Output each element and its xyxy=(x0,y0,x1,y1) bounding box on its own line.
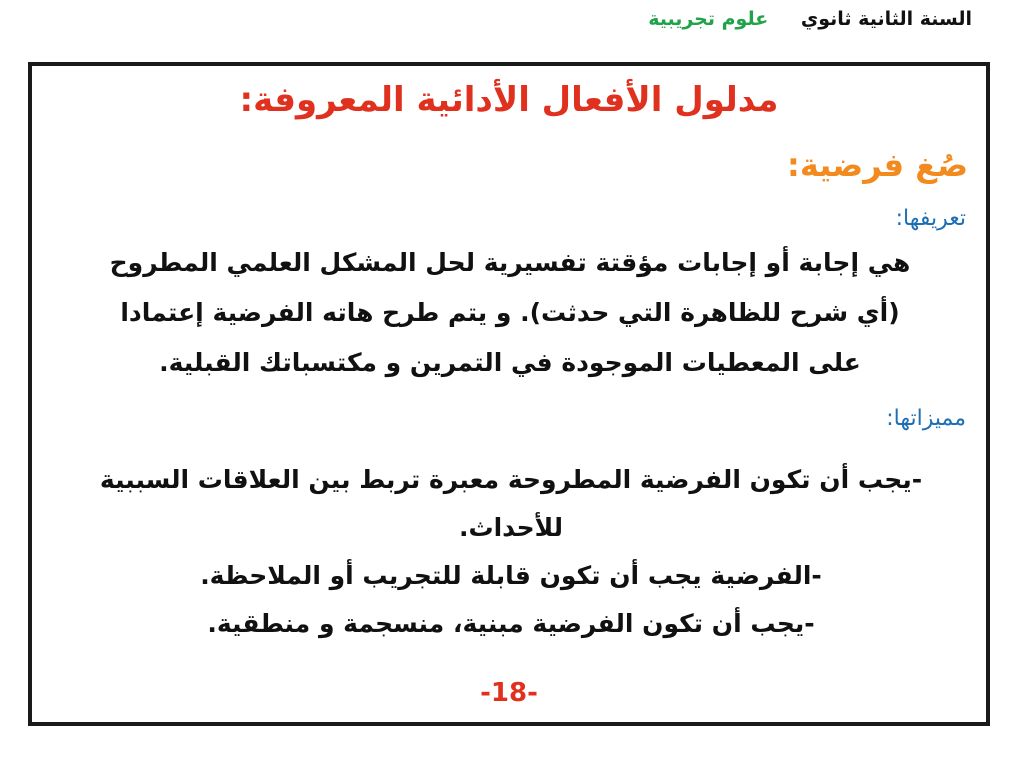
verb-heading: صُغ فرضية: xyxy=(787,146,968,184)
page-number: -18- xyxy=(480,678,538,708)
definition-label: تعريفها: xyxy=(895,206,966,231)
page-title: مدلول الأفعال الأدائية المعروفة: xyxy=(239,80,779,120)
feature-item: -يجب أن تكون الفرضية مبنية، منسجمة و منطقية. xyxy=(207,609,815,638)
feature-item: -يجب أن تكون الفرضية المطروحة معبرة تربط بين العلاقات السببية xyxy=(99,465,923,494)
features-label: مميزاتها: xyxy=(886,406,966,431)
definition-paragraph xyxy=(70,238,950,388)
definition-line: هي إجابة أو إجابات مؤقتة تفسيرية لحل المشكل العلمي المطروح xyxy=(109,248,911,277)
stream-label: علوم تجريبية xyxy=(648,8,769,30)
feature-item: -الفرضية يجب أن تكون قابلة للتجريب أو الملاحظة. xyxy=(200,561,822,590)
definition-line: على المعطيات الموجودة في التمرين و مكتسباتك القبلية. xyxy=(159,348,861,377)
content-frame xyxy=(28,62,990,726)
features-list xyxy=(42,456,980,648)
feature-item: للأحداث. xyxy=(458,513,564,542)
definition-line: (أي شرح للظاهرة التي حدثت). و يتم طرح هاته الفرضية إعتمادا xyxy=(120,298,900,327)
document-header xyxy=(648,8,972,30)
grade-level-label: السنة الثانية ثانوي xyxy=(800,8,972,30)
